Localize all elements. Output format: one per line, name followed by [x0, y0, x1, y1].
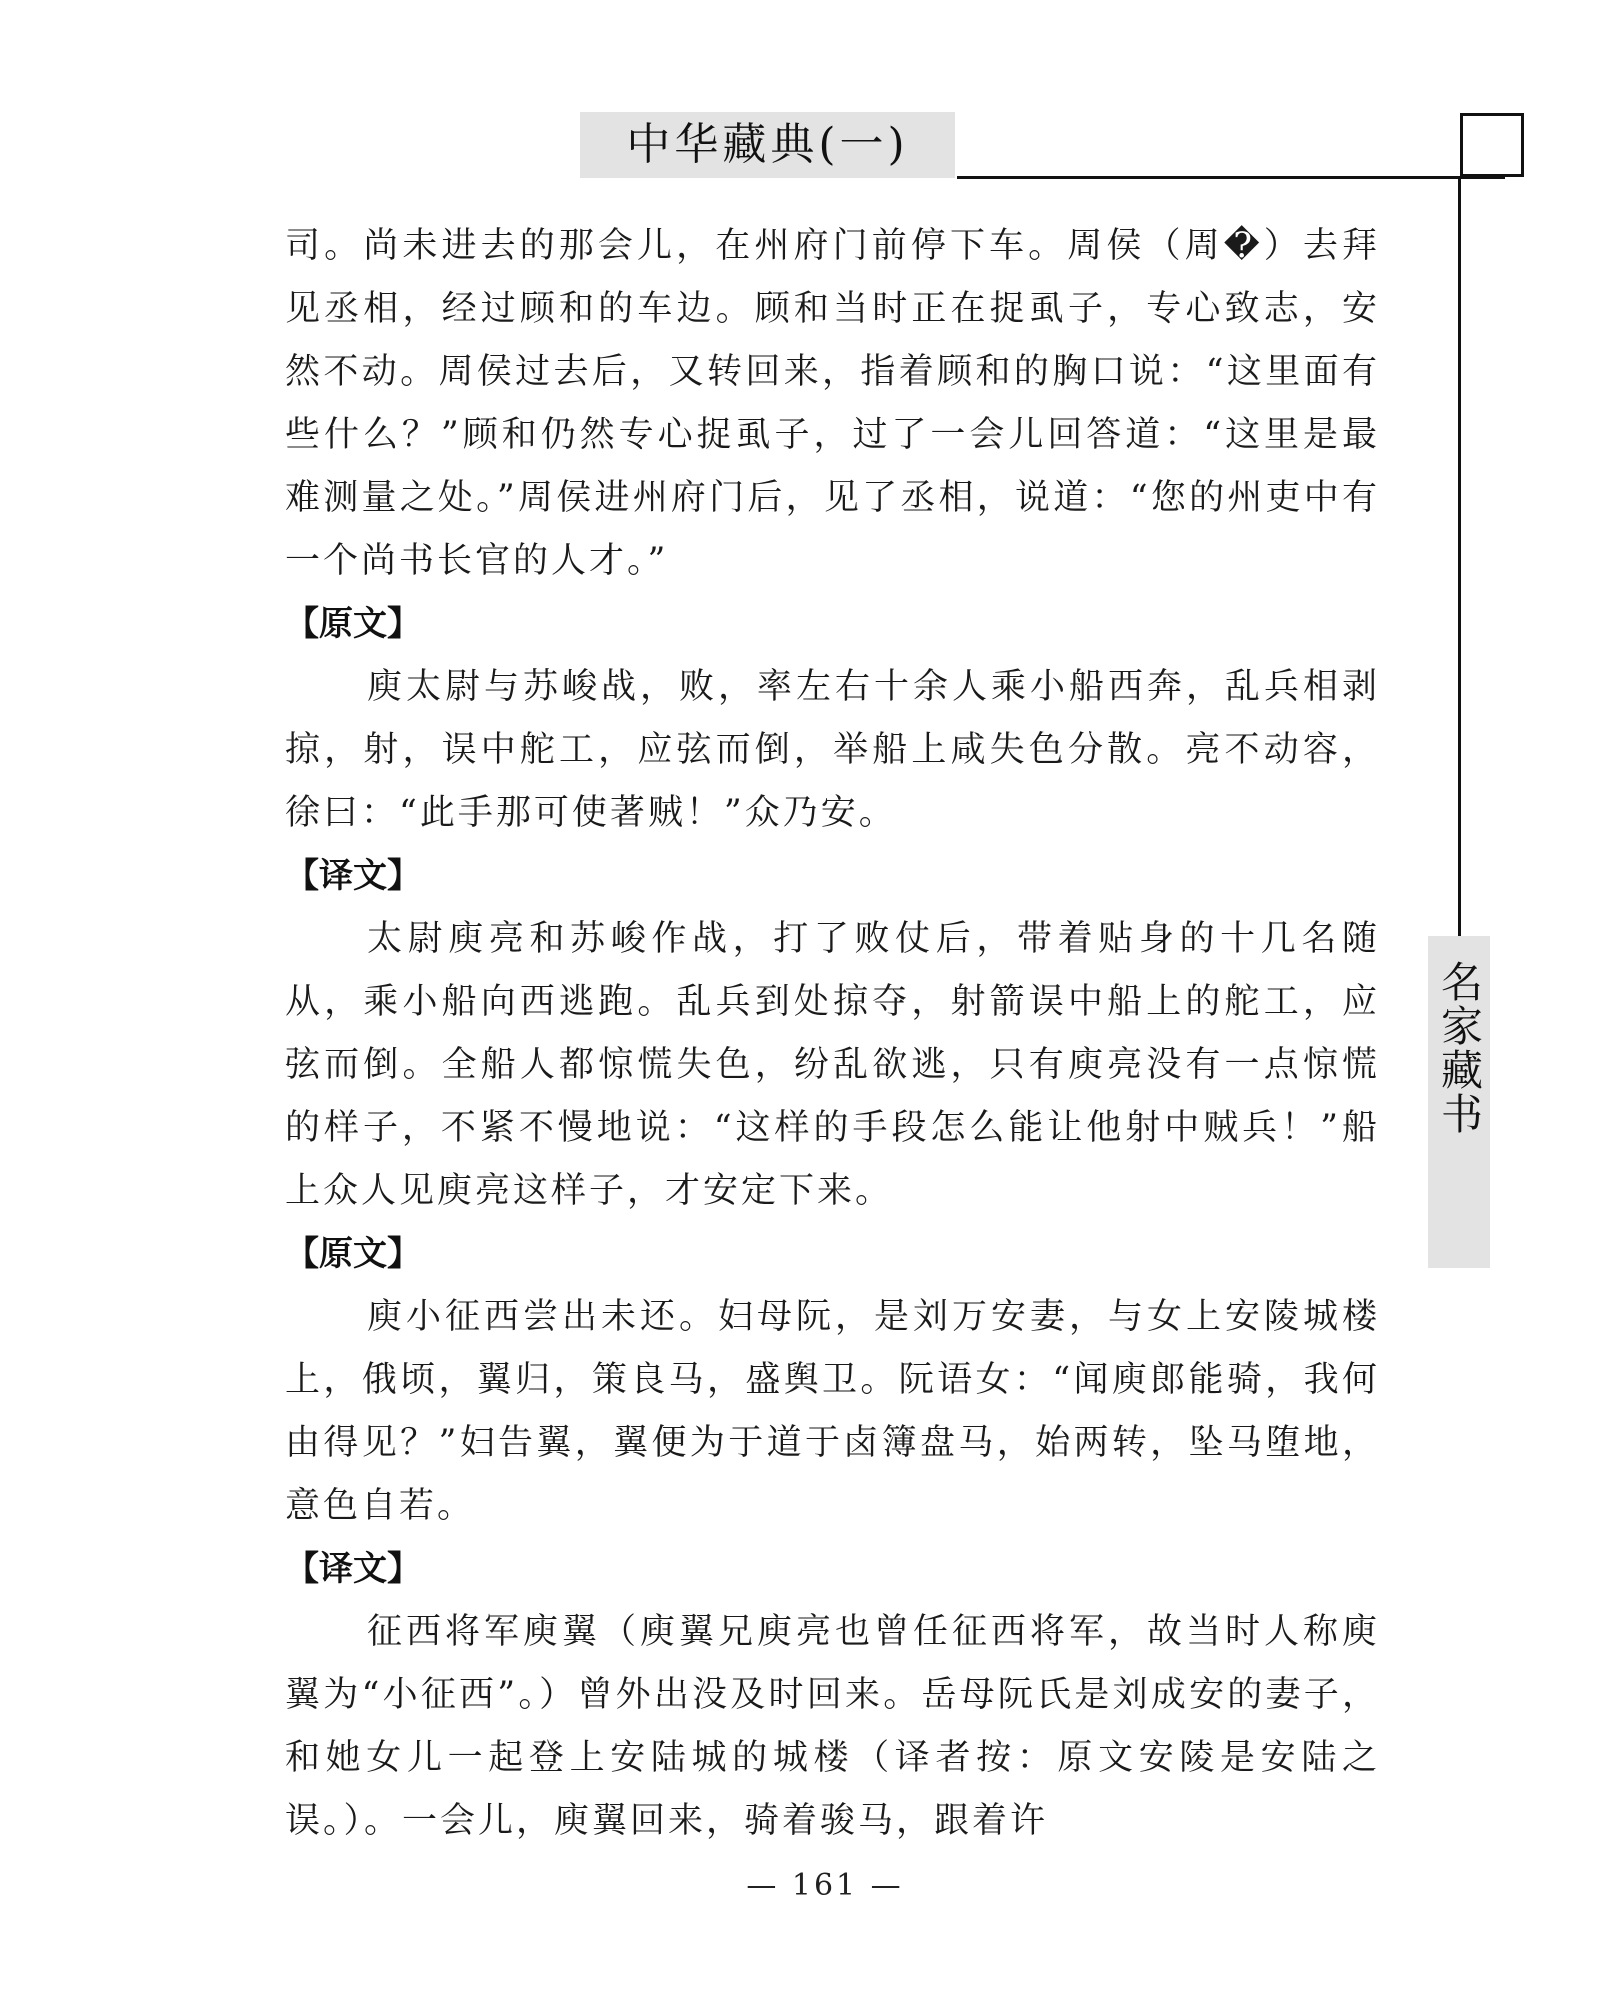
header-rule [957, 176, 1505, 179]
header-title: 中华藏典(一) [626, 119, 909, 170]
side-tab-label: 名家藏书 [1435, 960, 1484, 1136]
section-heading-translation: 【译文】 [285, 856, 421, 896]
page-number: — 161 — [746, 1868, 904, 1903]
section-heading-original: 【原文】 [285, 604, 421, 644]
section-heading-original: 【原文】 [285, 1234, 421, 1274]
paragraph-original-text: 庾太尉与苏峻战，败，率左右十余人乘小船西奔，乱兵相剥掠，射，误中舵工，应弦而倒，举船上咸失色分散。亮不动容，徐曰：“此手那可使著贼！”众乃安。 [285, 667, 1380, 833]
paragraph-translation: 征西将军庾翼（庾翼兄庾亮也曾任征西将军，故当时人称庾翼为“小征西”。）曾外出没及时回来。岳母阮氏是刘成安的妻子，和她女儿一起登上安陆城的城楼（译者按：原文安陵是安陆之误。）。一会儿，庾翼回来，骑着骏马，跟着许 [285, 1612, 1380, 1841]
paragraph-translation: 太尉庾亮和苏峻作战，打了败仗后，带着贴身的十几名随从，乘小船向西逃跑。乱兵到处掠夺，射箭误中船上的舵工，应弦而倒。全船人都惊慌失色，纷乱欲逃，只有庾亮没有一点惊慌的样子，不紧不慢地说：“这样的手段怎么能让他射中贼兵！”船上众人见庾亮这样子，才安定下来。 [285, 919, 1380, 1211]
side-vertical-rule [1458, 176, 1461, 936]
section-heading-translation: 【译文】 [285, 1549, 421, 1589]
main-text [285, 215, 1380, 1853]
paragraph-original-text: 庾小征西尝出未还。妇母阮，是刘万安妻，与女上安陵城楼上，俄顷，翼归，策良马，盛舆卫。阮语女：“闻庾郎能骑，我何由得见？”妇告翼，翼便为于道于卤簿盘马，始两转，坠马堕地，意色自若。 [285, 1297, 1380, 1526]
corner-box-ornament [1460, 113, 1524, 177]
paragraph-translation-continued: 司。尚未进去的那会儿，在州府门前停下车。周侯（周�）去拜见丞相，经过顾和的车边。顾和当时正在捉虱子，专心致志，安然不动。周侯过去后，又转回来，指着顾和的胸口说：“这里面有些什么？”顾和仍然专心捉虱子，过了一会儿回答道：“这里是最难测量之处。”周侯进州府门后，见了丞相，说道：“您的州吏中有一个尚书长官的人才。” [285, 226, 1380, 581]
